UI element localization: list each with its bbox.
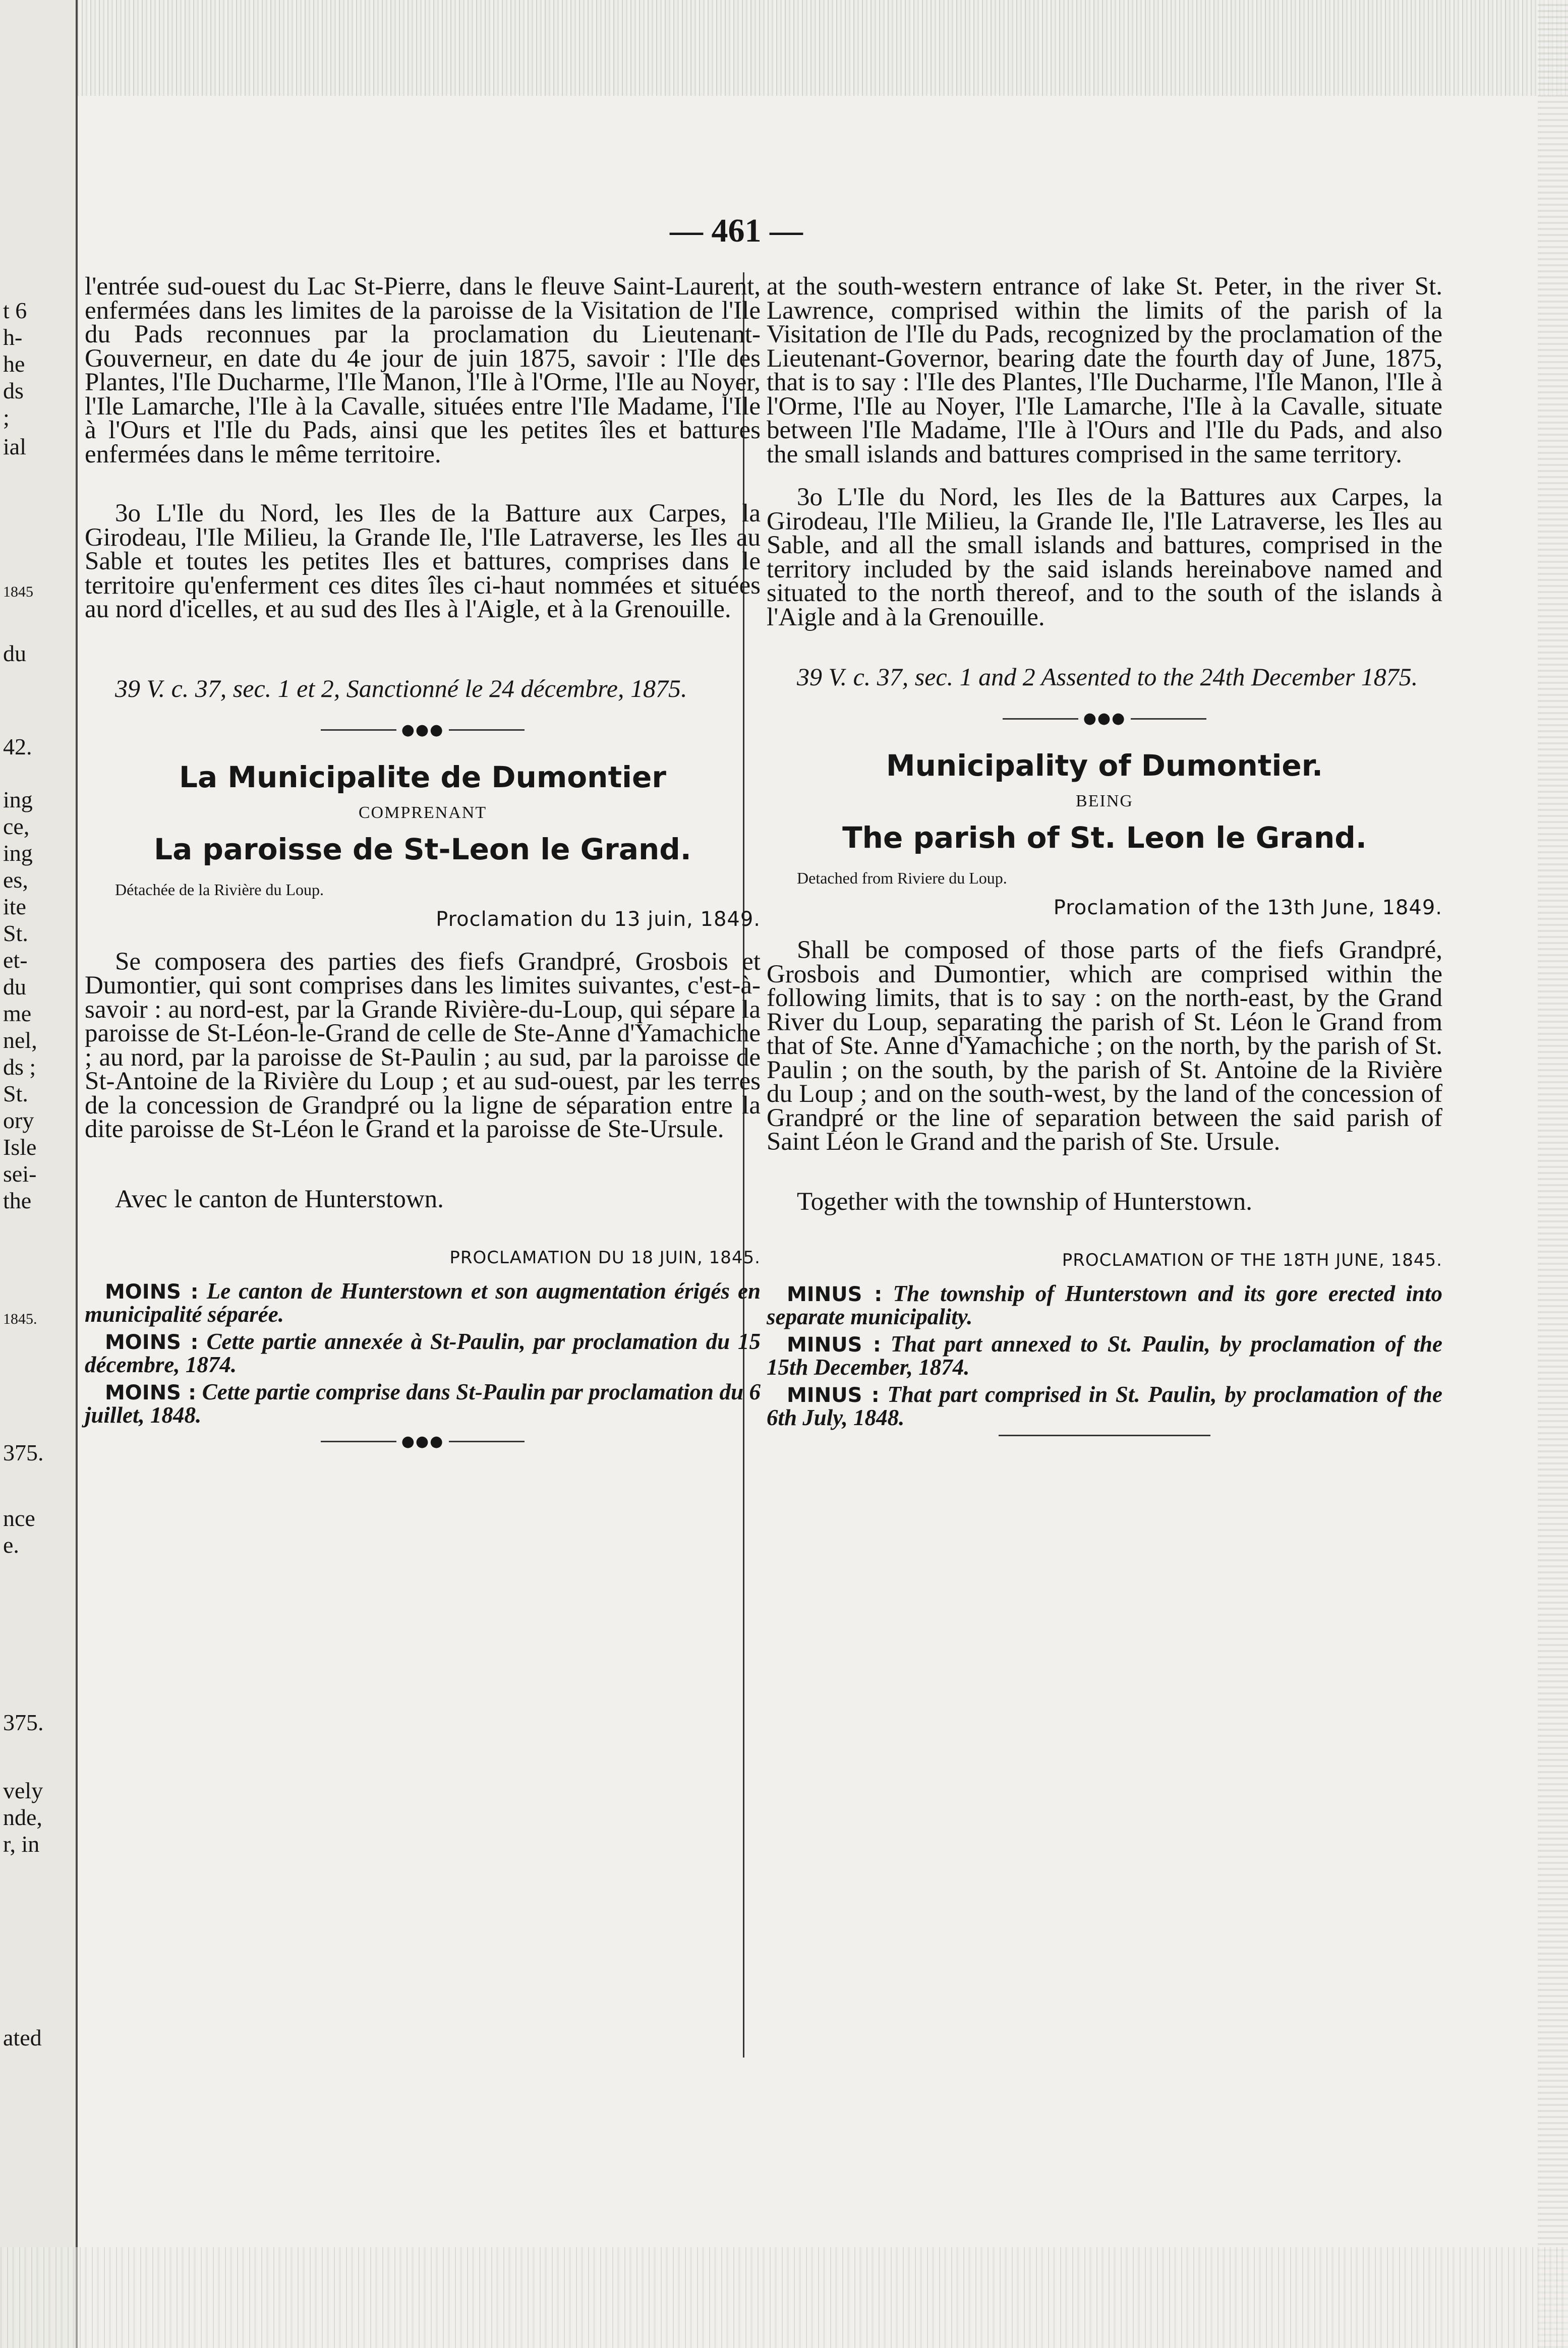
minus-keyword: MINUS : [787, 1383, 880, 1407]
english-being: BEING [1076, 792, 1133, 810]
margin-fragment: r, in [3, 1831, 40, 1857]
margin-fragment: St. [3, 1081, 28, 1106]
margin-fragment: ated [3, 2025, 42, 2050]
margin-fragment: the [3, 1188, 32, 1213]
french-parish-title: La paroisse de St-Leon le Grand. [154, 832, 691, 866]
margin-fragment: ; [3, 404, 10, 430]
french-minus-1 [85, 1280, 761, 1325]
margin-fragment: h- [3, 324, 23, 350]
margin-fragment: nde, [3, 1804, 42, 1830]
margin-fragment: du [3, 640, 26, 666]
english-municipality-title: Municipality of Dumontier. [886, 748, 1323, 783]
margin-fragment: 1845. [3, 1311, 37, 1327]
minus-text: That part annexed to St. Paulin, by proclamation of the 15th December, 1874. [767, 1331, 1443, 1380]
margin-fragment: St. [3, 920, 28, 946]
french-minus-2 [85, 1330, 761, 1376]
margin-fragment: Isle [3, 1134, 37, 1160]
margin-fragment: 375. [3, 1710, 44, 1735]
french-municipality-title: La Municipalite de Dumontier [179, 759, 666, 794]
french-column [85, 272, 761, 1452]
english-detached: Detached from Riviere du Loup. [797, 869, 1007, 887]
ornamental-rule: ●●● [85, 720, 761, 740]
margin-fragment: es, [3, 867, 28, 893]
english-citation: 39 V. c. 37, sec. 1 and 2 Assented to the 24th December 1875. [797, 663, 1418, 691]
french-proclamation-1845: PROCLAMATION DU 18 JUIN, 1845. [449, 1247, 761, 1268]
margin-fragment: ing [3, 787, 33, 812]
english-column [767, 272, 1443, 1436]
english-minus-1 [767, 1282, 1442, 1328]
margin-fragment: me [3, 1001, 32, 1026]
ornamental-rule: ●●● [767, 708, 1442, 729]
margin-fragment: ce, [3, 813, 30, 839]
english-proclamation: Proclamation of the 13th June, 1849. [1053, 896, 1442, 919]
margin-fragment: ite [3, 894, 26, 919]
minus-text: Cette partie annexée à St-Paulin, par proclamation du 15 décembre, 1874. [85, 1328, 761, 1377]
french-citation: 39 V. c. 37, sec. 1 et 2, Sanctionné le 24 décembre, 1875. [115, 674, 687, 702]
page-bottom-edge [0, 2247, 1568, 2348]
french-paragraph-boundaries: Se composera des parties des fiefs Grandpré, Grosbois et Dumontier, qui sont comprises dans les limites suivantes, c'est-à-savoir : au nord-est, par la Grande Rivière-du-Loup, qui sépare la paroisse de St-Léon-le-Grand de celle de Ste-Anne d'Yamachiche ; au nord, par la paroisse de St-Paulin ; au sud, par la paroisse de St-Antoine de la Rivière du Loup ; et au sud-ouest, par les terres de la concession de Grandpré ou la ligne de séparation entre la dite paroisse de St-Léon le Grand et la paroisse de Ste-Ursule. [85, 947, 761, 1143]
margin-fragment: he [3, 351, 25, 377]
english-paragraph-islands: at the south-western entrance of lake St. Peter, in the river St. Lawrence, comprised within the limits of the parish of la Visitation de l'Ile du Pads, recognized by the proclamation of the Lieutenant-Governor, bearing date the fourth day of June, 1875, that is to say : l'Ile des Plantes, l'Ile Ducharme, l'Ile Manon, l'Ile à l'Orme, l'Ile au Noyer, l'Ile Lamarche, l'Ile à la Cavalle, situate between l'Ile Madame, l'Ile à l'Ours and l'Ile du Pads, and also the small islands and battures comprised in the same territory. [767, 272, 1442, 468]
margin-fragment: 42. [3, 734, 32, 759]
margin-fragment: nel, [3, 1027, 37, 1053]
minus-keyword: MOINS : [105, 1280, 199, 1304]
margin-fragment: nce [3, 1505, 35, 1531]
english-minus-3 [767, 1383, 1442, 1429]
margin-fragment: ial [3, 434, 26, 459]
english-paragraph-3o: 3o L'Ile du Nord, les Iles de la Battures aux Carpes, la Girodeau, l'Ile Milieu, la Grande Ile, l'Ile Latraverse, les Iles au Sable, and all the small islands and battures, comprised in the territory included by the said islands hereinabove named and situated to the north thereof, and to the south of the islands à l'Aigle and à la Grenouille. [767, 483, 1442, 631]
page-right-edge [1538, 0, 1568, 2348]
page-top-edge [0, 0, 1568, 96]
french-comprising: COMPRENANT [358, 803, 487, 822]
margin-fragment: e. [3, 1532, 19, 1558]
margin-fragment: vely [3, 1778, 43, 1803]
margin-fragment: et- [3, 947, 28, 973]
closing-rule [999, 1435, 1210, 1436]
margin-fragment: 375. [3, 1440, 44, 1465]
minus-keyword: MINUS : [787, 1282, 883, 1306]
ornamental-rule: ●●● [85, 1431, 761, 1452]
english-minus-2 [767, 1333, 1442, 1378]
french-paragraph-islands: l'entrée sud-ouest du Lac St-Pierre, dans le fleuve Saint-Laurent, enfermées dans les limites de la paroisse de la Visitation de l'Ile du Pads reconnues par la proclamation du Lieutenant-Gouverneur, en date du 4e jour de juin 1875, savoir : l'Ile des Plantes, l'Ile Ducharme, l'Ile Manon, l'Ile à l'Orme, l'Ile au Noyer, l'Ile Lamarche, l'Ile à la Cavalle, situées entre l'Ile Madame, l'Ile à l'Ours et l'Ile du Pads, ainsi que les petites îles et battures enfermées dans le même territoire. [85, 272, 761, 468]
margin-fragment: du [3, 974, 26, 1000]
english-together: Together with the township of Hunterstown. [797, 1187, 1252, 1216]
french-detached: Détachée de la Rivière du Loup. [115, 880, 324, 899]
margin-fragment: sei- [3, 1161, 37, 1187]
minus-keyword: MINUS : [787, 1333, 881, 1357]
french-paragraph-3o: 3o L'Ile du Nord, les Iles de la Batture aux Carpes, la Girodeau, l'Ile Milieu, la Grande Ile, l'Ile Latraverse, les Iles au Sable et toutes les petites Iles et battures, comprises dans le territoire qu'enferment ces dites îles ci-haut nommées et situées au nord d'icelles, et au sud des Iles à l'Aigle, et à la Grenouille. [85, 499, 761, 623]
english-parish-title: The parish of St. Leon le Grand. [842, 820, 1367, 855]
page-number: — 461 — [670, 212, 803, 249]
margin-fragment: ory [3, 1107, 34, 1133]
minus-text: The township of Hunterstown and its gore erected into separate municipality. [767, 1280, 1443, 1329]
french-minus-3 [85, 1381, 761, 1426]
english-paragraph-boundaries: Shall be composed of those parts of the fiefs Grandpré, Grosbois and Dumontier, which are comprised within the following limits, that is to say : on the north-east, by the Grand River du Loup, separating the parish of St. Léon le Grand from that of Ste. Anne d'Yamachiche ; on the north, by the parish of St. Paulin ; on the south, by the parish of St. Antoine de la Rivière du Loup ; and on the south-west, by the land of the concession of Grandpré or the line of separation between the said parish of Saint Léon le Grand and the parish of Ste. Ursule. [767, 936, 1442, 1156]
english-proclamation-1845: PROCLAMATION OF THE 18TH JUNE, 1845. [1062, 1250, 1442, 1270]
minus-keyword: MOINS : [105, 1381, 197, 1404]
french-together: Avec le canton de Hunterstown. [115, 1185, 444, 1213]
margin-fragment: ds ; [3, 1054, 36, 1080]
margin-fragment: t 6 [3, 298, 27, 323]
minus-text: Le canton de Hunterstown et son augmentation érigés en municipalité séparée. [85, 1278, 761, 1327]
margin-fragment: ds [3, 378, 24, 403]
french-proclamation: Proclamation du 13 juin, 1849. [436, 907, 761, 931]
minus-text: Cette partie comprise dans St-Paulin par proclamation du 6 juillet, 1848. [85, 1379, 761, 1428]
margin-fragment: 1845 [3, 583, 33, 600]
minus-keyword: MOINS : [105, 1330, 199, 1354]
margin-fragment: ing [3, 840, 33, 866]
minus-text: That part comprised in St. Paulin, by proclamation of the 6th July, 1848. [767, 1381, 1443, 1430]
